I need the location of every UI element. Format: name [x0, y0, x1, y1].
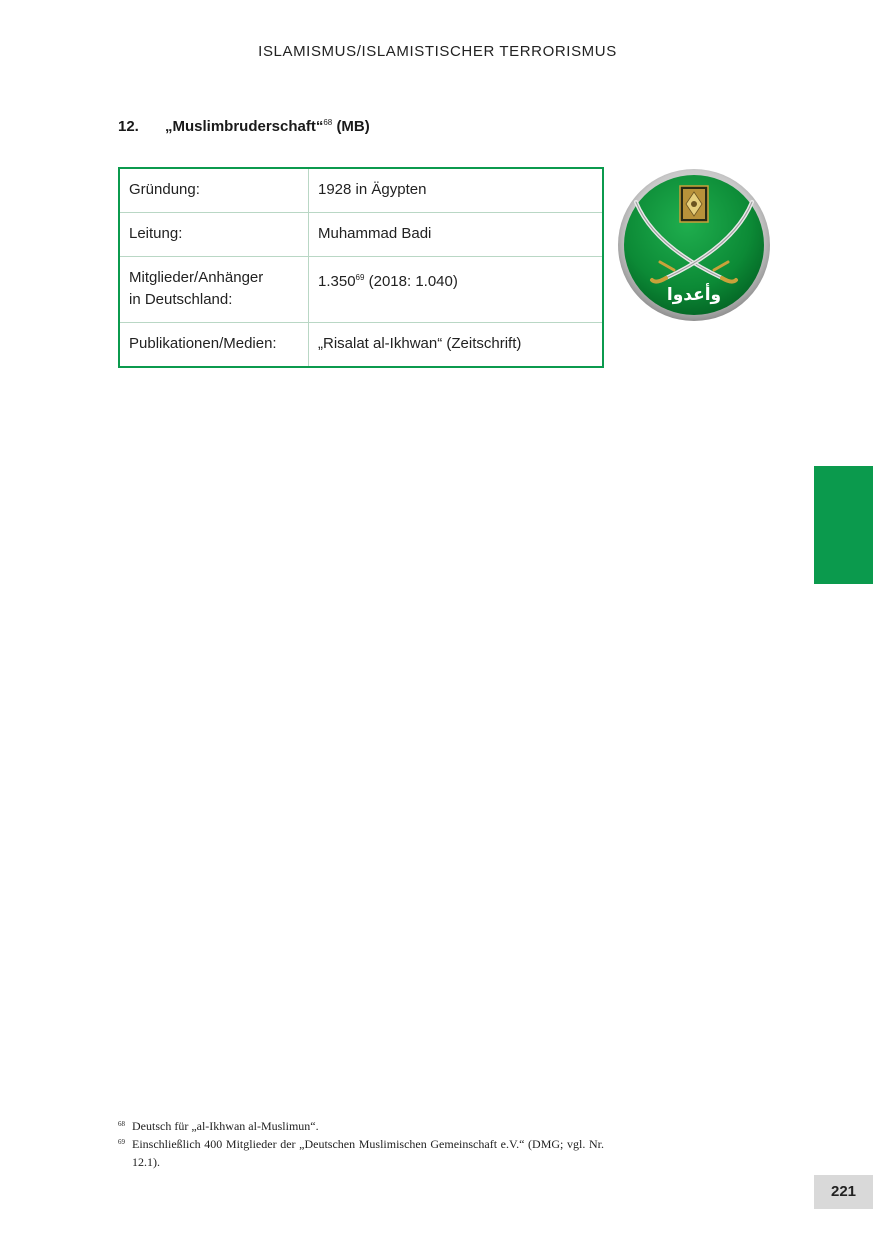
footnote-ref-69[interactable]: 69 [355, 273, 365, 282]
table-label-founding: Gründung: [119, 168, 309, 213]
table-label-leadership: Leitung: [119, 213, 309, 257]
table-value-publications: „Risalat al-Ikhwan“ (Zeitschrift) [309, 323, 604, 368]
footnotes [118, 1117, 604, 1171]
table-value-members [309, 257, 604, 323]
table-row [119, 257, 603, 323]
footnote-68 [118, 1117, 604, 1135]
page-number: 221 [814, 1175, 873, 1209]
section-heading [118, 118, 370, 135]
table-label-members-line2: in Deutschland: [129, 291, 233, 308]
footnote-text: Einschließlich 400 Mitglieder der „Deutschen Muslimischen Gemeinschaft e.V.“ (DMG; vgl. Nr. 12.1). [132, 1137, 604, 1169]
emblem-arabic-motto: وأعدوا [666, 285, 722, 305]
table-value-leadership: Muhammad Badi [309, 213, 604, 257]
section-number: 12. [118, 118, 139, 135]
muslim-brotherhood-emblem [614, 166, 790, 322]
footnote-69 [118, 1135, 604, 1171]
table-label-publications: Publikationen/Medien: [119, 323, 309, 368]
footnote-mark: 68 [118, 1120, 125, 1128]
table-label-members [119, 257, 309, 323]
members-count: 1.350 [318, 273, 356, 290]
footnote-ref-68[interactable]: 68 [323, 118, 333, 127]
members-previous-year: (2018: 1.040) [368, 273, 458, 290]
footnote-text: Deutsch für „al-Ikhwan al-Muslimun“. [132, 1119, 319, 1133]
table-label-members-line1: Mitglieder/Anhänger [129, 269, 264, 286]
section-title: „Muslimbruderschaft“ [165, 118, 324, 135]
table-row [119, 213, 603, 257]
organization-info-table [118, 167, 604, 368]
section-abbreviation: (MB) [336, 118, 370, 135]
book-icon [680, 186, 708, 222]
table-value-founding: 1928 in Ägypten [309, 168, 604, 213]
table-row [119, 323, 603, 368]
chapter-side-tab [814, 466, 873, 584]
table-row [119, 168, 603, 213]
footnote-mark: 69 [118, 1138, 125, 1146]
running-header: ISLAMISMUS/ISLAMISTISCHER TERRORISMUS [258, 43, 617, 60]
